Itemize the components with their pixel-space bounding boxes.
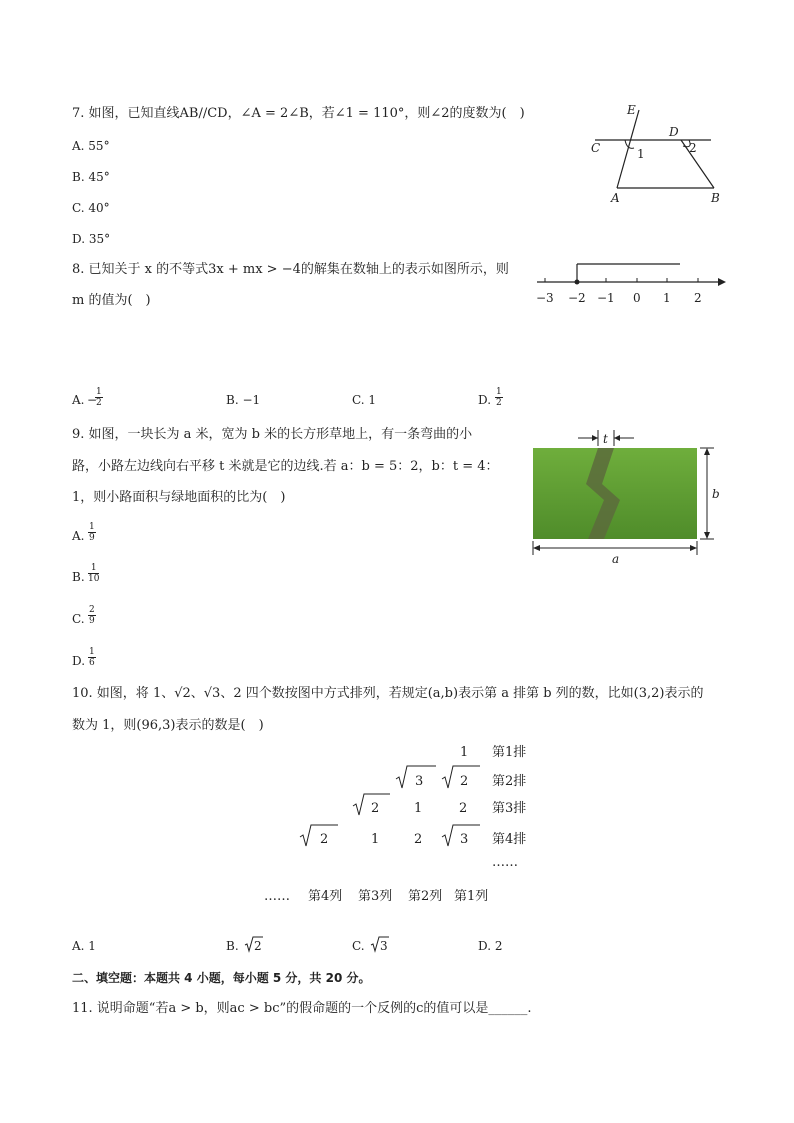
q9-option-b-label: B. xyxy=(72,570,85,584)
q9-option-c-fraction xyxy=(88,605,96,626)
q10-cell: 2 xyxy=(320,832,329,847)
q10-col-label: 第4列 xyxy=(308,889,343,904)
q8-option-b: B. −1 xyxy=(226,393,261,407)
q9-option-a-fraction xyxy=(88,522,96,543)
fraction-denominator: 2 xyxy=(96,398,102,408)
fraction-denominator: 10 xyxy=(88,574,100,584)
q7-label-c: C xyxy=(591,141,601,155)
q7-option-d: D. 35° xyxy=(72,232,111,246)
q10-option-b-label: B. xyxy=(226,939,239,953)
q8-option-d-fraction xyxy=(495,387,503,408)
fraction-numerator: 1 xyxy=(89,522,95,532)
fraction-denominator: 9 xyxy=(89,533,95,543)
fraction-numerator: 1 xyxy=(88,563,99,574)
q7-option-a: A. 55° xyxy=(72,139,110,153)
q7-label-e: E xyxy=(627,103,636,117)
q9-stem-line2: 路，小路左边线向右平移 t 米就是它的边线.若 a：b = 5：2，b：t = 4： xyxy=(72,459,499,474)
q10-option-c-radical xyxy=(370,935,390,953)
svg-text:2: 2 xyxy=(254,939,262,953)
q10-cell: 3 xyxy=(460,832,469,847)
q10-cell: 1 xyxy=(414,801,423,816)
q9-figure xyxy=(530,428,730,568)
q7-label-a: A xyxy=(611,191,620,205)
q8-tick-label: −1 xyxy=(597,291,615,305)
q9-option-d-fraction xyxy=(88,647,96,668)
q9-label-t: t xyxy=(603,432,608,446)
q8-tick-label: 2 xyxy=(694,291,702,305)
q10-option-a: A. 1 xyxy=(72,939,96,953)
section-heading: 二、填空题：本题共 4 小题，每小题 5 分，共 20 分。 xyxy=(72,971,371,985)
q7-label-2: 2 xyxy=(689,141,697,155)
q8-tick-label: −2 xyxy=(568,291,586,305)
q10-stem-line2: 数为 1，则(96,3)表示的数是( ) xyxy=(72,718,264,733)
q7-option-b: B. 45° xyxy=(72,170,110,184)
q10-option-d: D. 2 xyxy=(478,939,503,953)
q8-option-d-label: D. xyxy=(478,393,492,407)
q7-figure xyxy=(585,100,725,210)
q9-label-a: a xyxy=(612,552,620,566)
q7-line-db xyxy=(681,140,714,188)
q7-line-ae xyxy=(617,110,639,188)
q10-col-label: 第3列 xyxy=(358,889,393,904)
q8-option-c: C. 1 xyxy=(352,393,377,407)
svg-text:3: 3 xyxy=(380,939,388,953)
q9-grass-field xyxy=(533,448,697,539)
q10-cell: 2 xyxy=(460,774,469,789)
q8-option-a-fraction xyxy=(95,387,103,408)
q10-cell: 3 xyxy=(415,774,424,789)
q8-option-a-label: A. xyxy=(72,393,85,407)
q11-stem: 11. 说明命题“若a > b，则ac > bc”的假命题的一个反例的c的值可以是______. xyxy=(72,1001,532,1016)
fraction-denominator: 2 xyxy=(496,398,502,408)
q8-tick-label: 0 xyxy=(633,291,641,305)
q9-option-d-label: D. xyxy=(72,654,86,668)
q7-stem: 7. 如图，已知直线AB//CD，∠A = 2∠B，若∠1 = 110°，则∠2的度数为( ) xyxy=(72,106,525,121)
q8-stem-line1: 8. 已知关于 x 的不等式3x + mx > −4的解集在数轴上的表示如图所示，则 xyxy=(72,262,509,277)
q8-axis-arrow xyxy=(718,278,726,286)
q8-number-line xyxy=(532,258,732,308)
q9-option-a-label: A. xyxy=(72,529,85,543)
fraction-numerator: 2 xyxy=(89,605,95,615)
q7-label-d: D xyxy=(669,125,679,139)
q7-label-b: B xyxy=(711,191,720,205)
q9-stem-line3: 1，则小路面积与绿地面积的比为( ) xyxy=(72,490,286,505)
q10-option-c-label: C. xyxy=(352,939,365,953)
q10-row-label: 第2排 xyxy=(492,774,527,789)
q10-col-label: …… xyxy=(264,889,290,904)
q10-row-dots: …… xyxy=(492,855,518,870)
fraction-numerator: 1 xyxy=(96,387,102,397)
q10-number-table xyxy=(264,740,558,910)
fraction-denominator: 9 xyxy=(89,616,95,626)
q8-tick-label: −3 xyxy=(536,291,554,305)
q9-option-c-label: C. xyxy=(72,612,85,626)
q8-tick-label: 1 xyxy=(663,291,671,305)
q8-solution-point xyxy=(575,280,580,285)
q10-cell: 2 xyxy=(414,832,423,847)
q10-cell: 2 xyxy=(459,801,468,816)
q9-stem-line1: 9. 如图，一块长为 a 米，宽为 b 米的长方形草地上，有一条弯曲的小 xyxy=(72,427,473,442)
q10-row-label: 第3排 xyxy=(492,801,527,816)
q10-option-b-radical xyxy=(244,935,264,953)
q9-option-b-fraction xyxy=(88,563,99,584)
q10-row-label: 第4排 xyxy=(492,832,527,847)
q10-row-label: 第1排 xyxy=(492,745,527,760)
fraction-numerator: 1 xyxy=(89,647,95,657)
q7-label-1: 1 xyxy=(637,147,645,161)
q10-stem-line1: 10. 如图，将 1、√2、√3、2 四个数按图中方式排列，若规定(a,b)表示第 a 排第 b 列的数，比如(3,2)表示的 xyxy=(72,686,704,701)
q10-cell: 1 xyxy=(371,832,380,847)
q10-cell: 1 xyxy=(460,745,469,760)
fraction-numerator: 1 xyxy=(496,387,502,397)
q9-label-b: b xyxy=(712,487,720,501)
fraction-denominator: 6 xyxy=(89,658,95,668)
q8-option-a-sign: − xyxy=(87,393,98,407)
q8-stem-line2: m 的值为( ) xyxy=(72,293,151,308)
radical-sign xyxy=(300,825,338,846)
q7-option-c: C. 40° xyxy=(72,201,110,215)
q10-col-label: 第2列 xyxy=(408,889,443,904)
q10-cell: 2 xyxy=(371,801,380,816)
q10-col-label: 第1列 xyxy=(454,889,489,904)
